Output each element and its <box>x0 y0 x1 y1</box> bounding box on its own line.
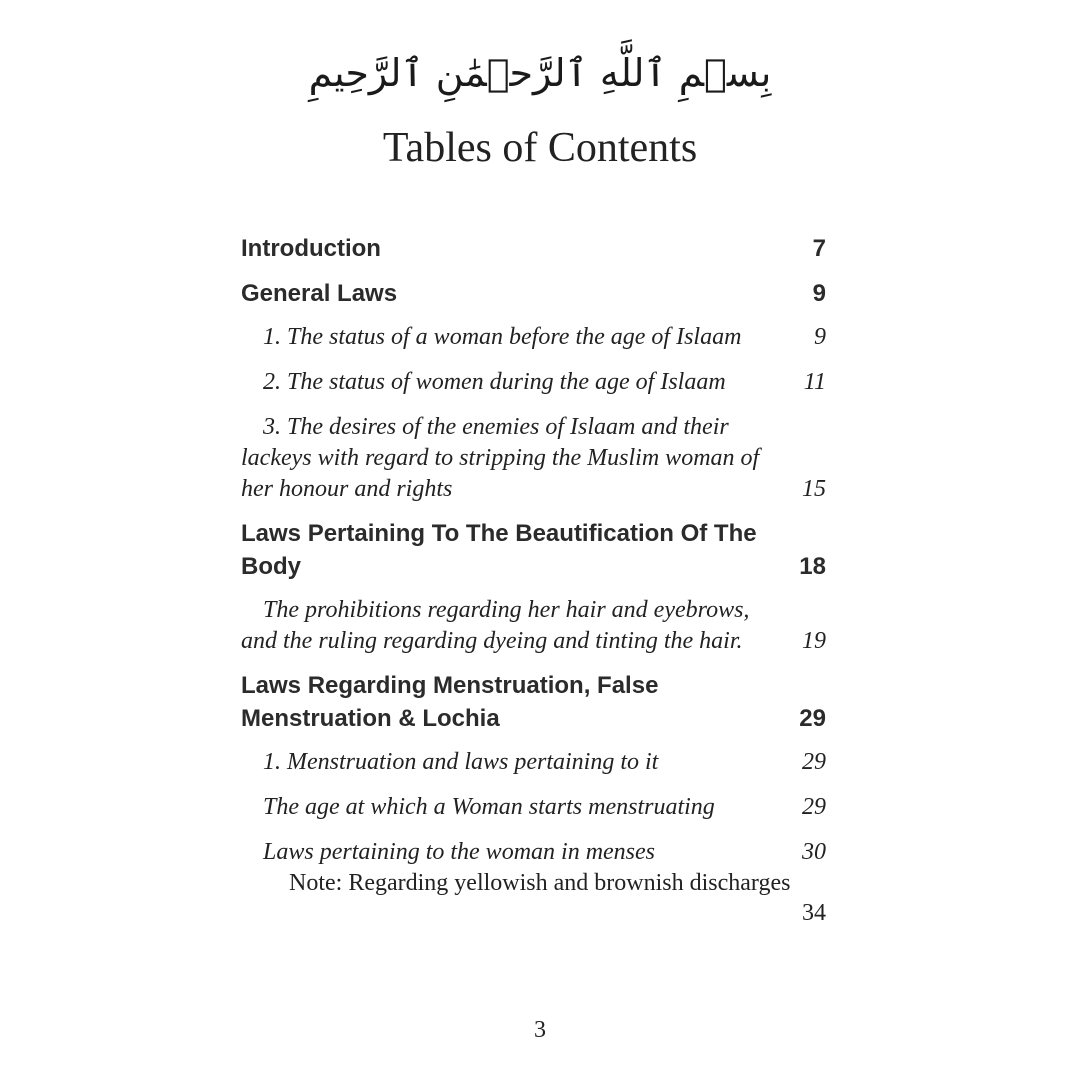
toc-entry-beautification[interactable] <box>241 517 826 583</box>
toc-entry-page: 18 <box>799 553 826 580</box>
toc-entry-text: Introduction <box>241 235 381 262</box>
toc-entry-page: 9 <box>812 280 826 307</box>
page-number: 3 <box>534 1017 546 1043</box>
table-of-contents <box>241 232 826 928</box>
toc-entry-page: 9 <box>814 324 826 350</box>
toc-entry-text: 2. The status of women during the age of Islaam <box>263 369 726 395</box>
page-title: Tables of Contents <box>382 125 698 171</box>
toc-entry-text: Laws Pertaining To The Beautification Of The Body <box>241 520 757 580</box>
toc-entry-menstruation-laws[interactable] <box>241 669 826 735</box>
toc-entry-page: 11 <box>803 369 826 395</box>
toc-entry-page: 29 <box>799 705 826 732</box>
toc-entry-age-menstruating[interactable] <box>241 792 826 823</box>
toc-entry-page: 19 <box>802 628 826 654</box>
toc-entry-menstruation-pertaining[interactable] <box>241 747 826 778</box>
toc-entry-hair-eyebrows[interactable] <box>241 595 826 657</box>
toc-entry-introduction[interactable] <box>241 232 826 265</box>
toc-entry-page: 34 <box>802 900 826 926</box>
toc-entry-text: General Laws <box>241 280 398 307</box>
toc-entry-text: The age at which a Woman starts menstruating <box>263 794 715 820</box>
toc-entry-page: 29 <box>802 794 826 820</box>
toc-entry-text: The prohibitions regarding her hair and eyebrows, and the ruling regarding dyeing and tinting the hair. <box>241 597 750 654</box>
toc-entry-page: 29 <box>802 749 826 775</box>
toc-entry-text: 1. The status of a woman before the age of Islaam <box>263 324 742 350</box>
toc-entry-general-laws[interactable] <box>241 277 826 310</box>
toc-entry-text: 3. The desires of the enemies of Islaam and their lackeys with regard to stripping the Muslim woman of her honour and rights <box>241 414 760 502</box>
toc-entry-text: Laws pertaining to the woman in menses <box>263 839 656 865</box>
toc-entry-note-discharges[interactable] <box>241 868 826 928</box>
toc-entry-page: 30 <box>802 839 826 865</box>
toc-entry-desires-of-enemies[interactable] <box>241 412 826 505</box>
toc-entry-text: Laws Regarding Menstruation, False Menstruation & Lochia <box>241 672 659 732</box>
toc-entry-woman-in-menses[interactable] <box>241 837 826 868</box>
toc-entry-page: 15 <box>802 476 826 502</box>
toc-entry-page: 7 <box>812 235 826 262</box>
toc-entry-status-before-islaam[interactable] <box>241 322 826 353</box>
toc-entry-text: Note: Regarding yellowish and brownish discharges <box>289 870 791 896</box>
toc-entry-status-during-islaam[interactable] <box>241 367 826 398</box>
basmala-heading: بِسۡمِ ٱللَّهِ ٱلرَّحۡمَٰنِ ٱلرَّحِيمِ <box>308 51 772 95</box>
toc-entry-text: 1. Menstruation and laws pertaining to it <box>263 749 659 775</box>
